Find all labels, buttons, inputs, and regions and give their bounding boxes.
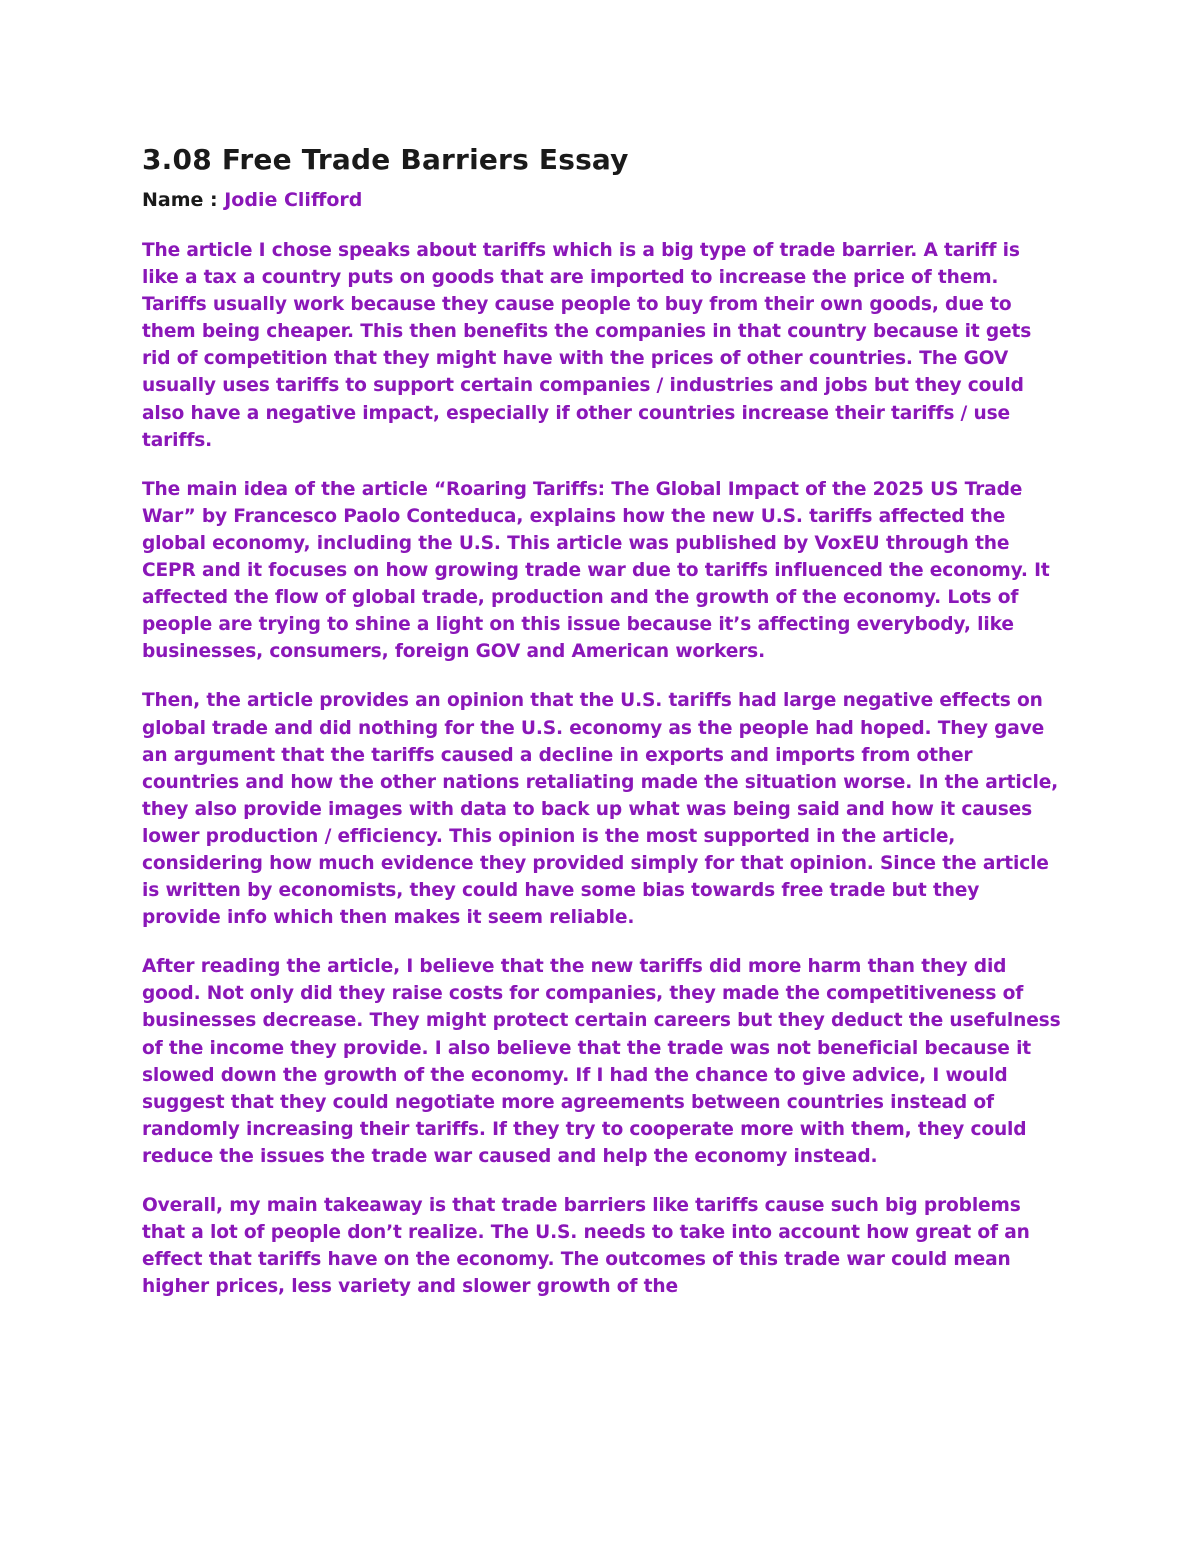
paragraph-belief: After reading the article, I believe that the new tariffs did more harm than they did good. Not only did they raise costs for companies, they made the competitiveness of businesses decrease. They might protect certain careers but they deduct the usefulness of the income they provide. I also believe that the trade was not beneficial because it slowed down the growth of the economy. If I had the chance to give advice, I would suggest that they could negotiate more agreements between countries instead of randomly increasing their tariffs. If they try to cooperate more with them, they could reduce the issues the trade war caused and help the economy instead.: [142, 956, 1061, 1167]
author-line: [142, 186, 1062, 214]
author-name: Jodie Clifford: [224, 189, 363, 211]
paragraph-main-idea: The main idea of the article “Roaring Tariffs: The Global Impact of the 2025 US Trade War” by Francesco Paolo Conteduca, explains how the new U.S. tariffs affected the global economy, including the U.S. This article was published by VoxEU through the CEPR and it focuses on how growing trade war due to tariffs influenced the economy. It affected the flow of global trade, production and the growth of the economy. Lots of people are trying to shine a light on this issue because it’s affecting everybody, like businesses, consumers, foreign GOV and American workers.: [142, 478, 1050, 663]
essay-title: 3.08 Free Trade Barriers Essay: [142, 143, 629, 176]
name-label: Name :: [142, 189, 225, 211]
paragraph-intro: The article I chose speaks about tariffs which is a big type of trade barrier. A tariff is like a tax a country puts on goods that are imported to increase the price of them. Tariffs usually work because they cause people to buy from their own goods, due to them being cheaper. This then benefits the companies in that country because it gets rid of competition that they might have with the prices of other countries. The GOV usually uses tariffs to support certain companies / industries and jobs but they could also have a negative impact, especially if other countries increase their tariffs / use tariffs.: [142, 240, 1032, 451]
paragraph-overall: Overall, my main takeaway is that trade barriers like tariffs cause such big problems that a lot of people don’t realize. The U.S. needs to take into account how great of an effect that tariffs have on the economy. The outcomes of this trade war could mean higher prices, less variety and slower growth of the: [142, 1195, 1030, 1298]
paragraph-opinion: Then, the article provides an opinion that the U.S. tariffs had large negative effects on global trade and did nothing for the U.S. economy as the people had hoped. They gave an argument that the tariffs caused a decline in exports and imports from other countries and how the other nations retaliating made the situation worse. In the article, they also provide images with data to back up what was being said and how it causes lower production / efficiency. This opinion is the most supported in the article, considering how much evidence they provided simply for that opinion. Since the article is written by economists, they could have some bias towards free trade but they provide info which then makes it seem reliable.: [142, 690, 1059, 929]
essay-content: [142, 140, 1062, 1300]
